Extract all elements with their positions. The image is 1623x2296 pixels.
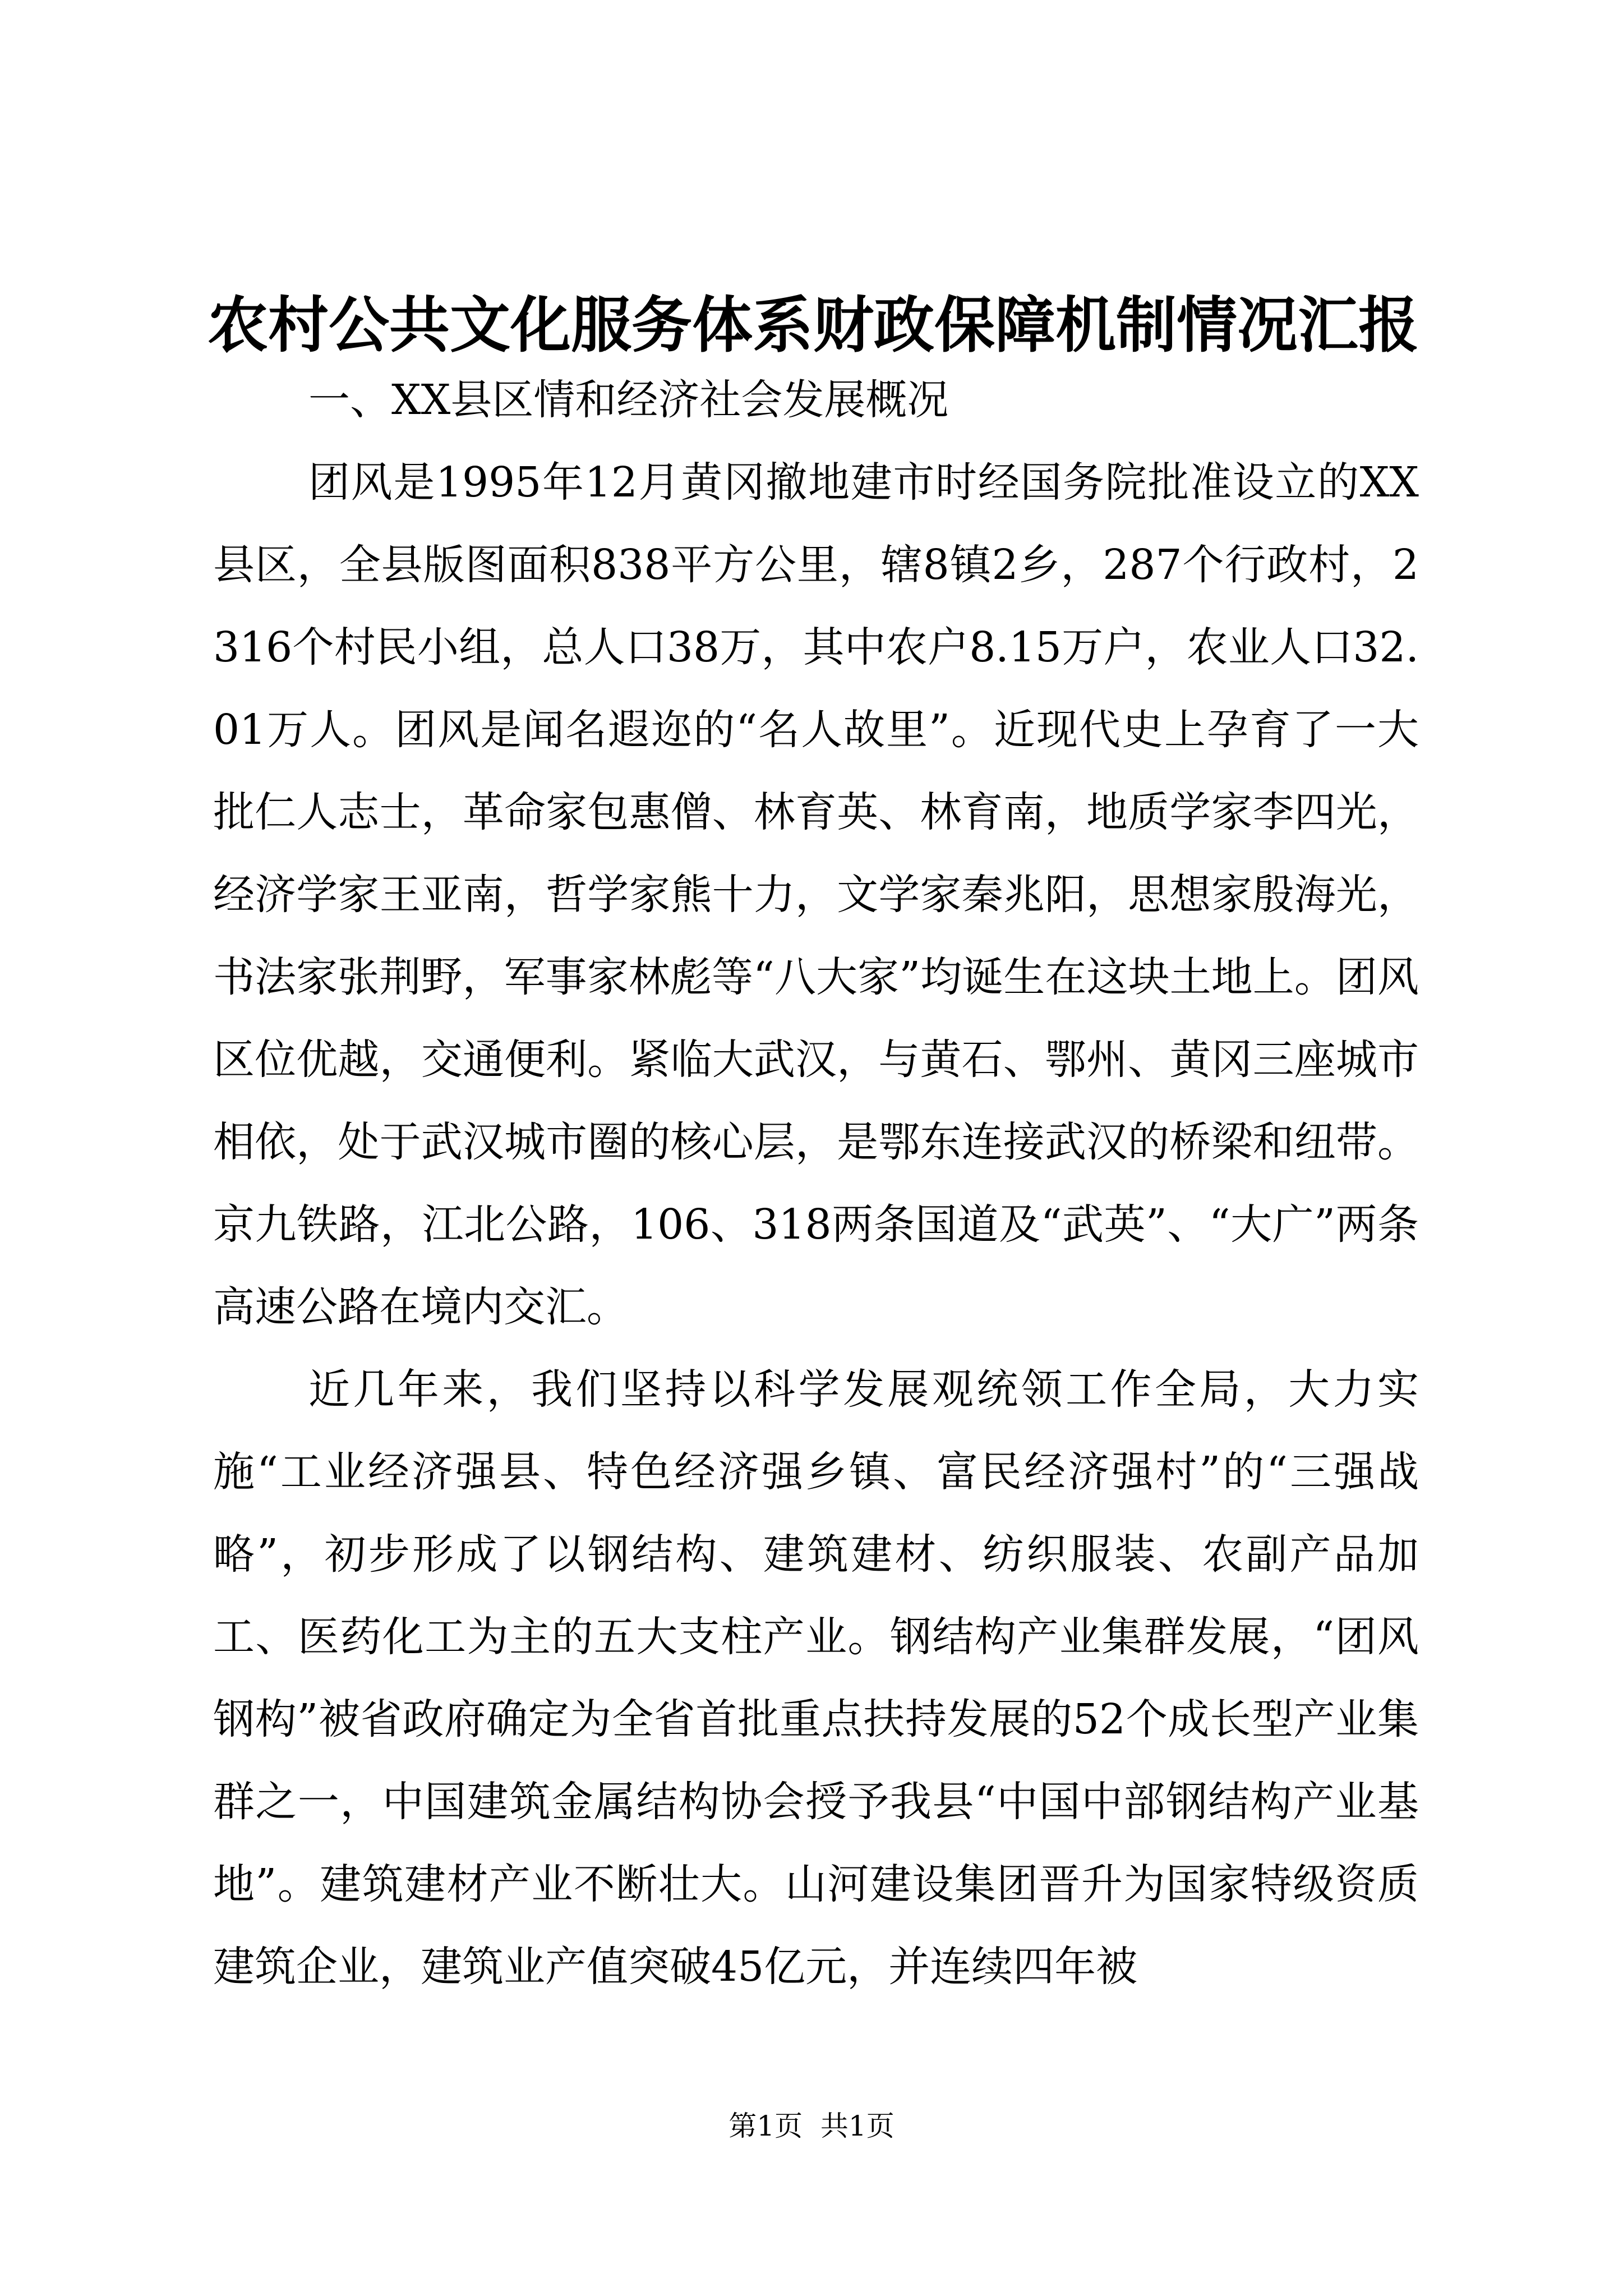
page-footer: 第1页 共1页	[728, 2110, 895, 2142]
section-heading: 一、XX县区情和经济社会发展概况	[308, 376, 949, 424]
document-body	[213, 359, 1419, 2008]
paragraph-1: 团风是1995年12月黄冈撤地建市时经国务院批准设立的XX县区，全县版图面积838平方公里，辖8镇2乡，287个行政村，2316个村民小组，总人口38万，其中农户8.15万户，农业人口32.01万人。团风是闻名遐迩的“名人故里”。近现代史上孕育了一大批仁人志士，革命家包惠僧、林育英、林育南，地质学家李四光，经济学家王亚南，哲学家熊十力，文学家秦兆阳，思想家殷海光，书法家张荆野，军事家林彪等“八大家”均诞生在这块土地上。团风区位优越，交通便利。紧临大武汉，与黄石、鄂州、黄冈三座城市相依，处于武汉城市圈的核心层，是鄂东连接武汉的桥梁和纽带。京九铁路，江北公路，106、318两条国道及“武英”、“大广”两条高速公路在境内交汇。	[213, 458, 1419, 1331]
document-title: 农村公共文化服务体系财政保障机制情况汇报	[208, 290, 1419, 361]
paragraph-2: 近几年来，我们坚持以科学发展观统领工作全局，大力实施“工业经济强县、特色经济强乡镇、富民经济强村”的“三强战略”，初步形成了以钢结构、建筑建材、纺织服装、农副产品加工、医药化工为主的五大支柱产业。钢结构产业集群发展，“团风钢构”被省政府确定为全省首批重点扶持发展的52个成长型产业集群之一，中国建筑金属结构协会授予我县“中国中部钢结构产业基地”。建筑建材产业不断壮大。山河建设集团晋升为国家特级资质建筑企业，建筑业产值突破45亿元，并连续四年被	[213, 1365, 1419, 1991]
